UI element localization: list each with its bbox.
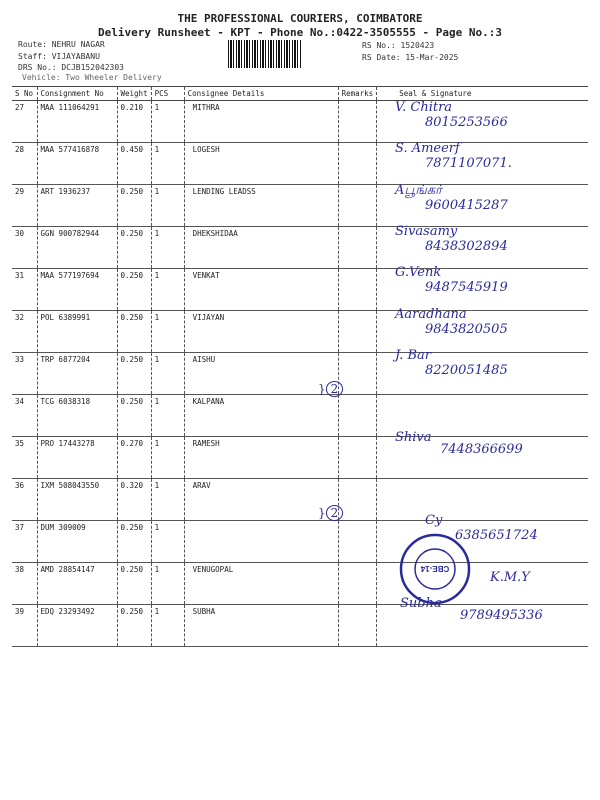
- weight: 0.250: [117, 311, 151, 353]
- pcs: 1: [151, 479, 184, 521]
- remarks-mark: } 2: [318, 506, 343, 520]
- route: Route: NEHRU NAGAR: [18, 40, 105, 49]
- s-no: 27: [12, 101, 37, 143]
- s-no: 30: [12, 227, 37, 269]
- consignment-no: MAA 577416878: [37, 143, 117, 185]
- seal-signature: [377, 479, 588, 521]
- consignment-no: MAA 577197694: [37, 269, 117, 311]
- svg-text:CBE-14: CBE-14: [420, 564, 450, 573]
- pcs: 1: [151, 311, 184, 353]
- barcode: [228, 40, 302, 68]
- pcs: 1: [151, 605, 184, 647]
- column-header: Consignment No: [37, 87, 117, 101]
- weight: 0.320: [117, 479, 151, 521]
- pcs: 1: [151, 353, 184, 395]
- company-stamp: [398, 532, 472, 606]
- consignment-no: MAA 111064291: [37, 101, 117, 143]
- company-title: THE PROFESSIONAL COURIERS, COIMBATORE: [177, 12, 423, 25]
- table-row: [12, 395, 588, 437]
- weight: 0.250: [117, 269, 151, 311]
- handwritten-signature: S. Ameerf: [395, 141, 460, 157]
- pcs: 1: [151, 563, 184, 605]
- column-header: Consignee Details: [184, 87, 338, 101]
- weight: 0.250: [117, 605, 151, 647]
- rs-number: RS No.: 1520423: [362, 41, 435, 50]
- handwritten-phone: 8220051485: [425, 362, 508, 378]
- handwritten-signature: J. Bar: [395, 347, 431, 363]
- consignee: VENKAT: [184, 269, 338, 311]
- weight: 0.450: [117, 143, 151, 185]
- column-header: Weight: [117, 87, 151, 101]
- consignee: KALPANA: [184, 395, 338, 437]
- pcs: 1: [151, 395, 184, 437]
- s-no: 32: [12, 311, 37, 353]
- remarks: [338, 185, 377, 227]
- drs-number: DRS No.: DCJB152042303: [18, 63, 124, 72]
- weight: 0.250: [117, 227, 151, 269]
- s-no: 39: [12, 605, 37, 647]
- consignment-no: TCG 6038318: [37, 395, 117, 437]
- s-no: 36: [12, 479, 37, 521]
- consignee: LOGESH: [184, 143, 338, 185]
- handwritten-phone: 9600415287: [425, 197, 508, 213]
- s-no: 28: [12, 143, 37, 185]
- consignee: DHEKSHIDAA: [184, 227, 338, 269]
- column-header: Seal & Signature: [377, 87, 588, 101]
- s-no: 31: [12, 269, 37, 311]
- handwritten-signature: Subha: [400, 595, 442, 611]
- weight: 0.250: [117, 521, 151, 563]
- consignment-no: PRO 17443278: [37, 437, 117, 479]
- remarks-mark: } 2: [318, 382, 343, 396]
- consignee: MITHRA: [184, 101, 338, 143]
- pcs: 1: [151, 143, 184, 185]
- consignee: AISHU: [184, 353, 338, 395]
- handwritten-signature: Sivasamy: [395, 223, 458, 239]
- handwritten-signature: Shiva: [395, 430, 432, 446]
- consignment-no: ART 1936237: [37, 185, 117, 227]
- remarks: [338, 605, 377, 647]
- pcs: 1: [151, 269, 184, 311]
- consignment-no: TRP 6877204: [37, 353, 117, 395]
- rs-date: RS Date: 15-Mar-2025: [362, 53, 459, 62]
- handwritten-phone: 7871107071.: [425, 156, 512, 172]
- s-no: 38: [12, 563, 37, 605]
- handwritten-phone: 7448366699: [440, 442, 523, 458]
- handwritten-signature: G.Venk: [395, 265, 442, 281]
- handwritten-phone: 8015253566: [425, 115, 508, 130]
- weight: 0.210: [117, 101, 151, 143]
- remarks: [338, 101, 377, 143]
- consignment-no: DUM 309009: [37, 521, 117, 563]
- consignee: RAMESH: [184, 437, 338, 479]
- handwritten-signature: V. Chitra: [395, 100, 453, 115]
- consignee: [184, 521, 338, 563]
- remarks: [338, 437, 377, 479]
- handwritten-phone: 6385651724: [455, 528, 538, 543]
- weight: 0.250: [117, 395, 151, 437]
- remarks: [338, 521, 377, 563]
- handwritten-phone: 9789495336: [460, 607, 543, 623]
- s-no: 35: [12, 437, 37, 479]
- consignment-no: IXM 508043550: [37, 479, 117, 521]
- pcs: 1: [151, 227, 184, 269]
- handwritten-phone: 9487545919: [425, 280, 508, 296]
- consignment-no: GGN 900782944: [37, 227, 117, 269]
- consignment-no: AMD 28854147: [37, 563, 117, 605]
- runsheet-subtitle: Delivery Runsheet - KPT - Phone No.:0422-3505555 - Page No.:3: [98, 26, 502, 39]
- weight: 0.250: [117, 353, 151, 395]
- table-row: [12, 479, 588, 521]
- handwritten-signature: Aaradhana: [395, 306, 467, 322]
- consignee: VENUGOPAL: [184, 563, 338, 605]
- remarks: [338, 479, 377, 521]
- column-header: S No: [12, 87, 37, 101]
- remarks: [338, 143, 377, 185]
- s-no: 33: [12, 353, 37, 395]
- handwritten-phone: 8438302894: [425, 238, 508, 254]
- handwritten-signature: Cy: [425, 513, 443, 528]
- column-header: Remarks: [338, 87, 377, 101]
- weight: 0.250: [117, 185, 151, 227]
- s-no: 34: [12, 395, 37, 437]
- consignment-no: POL 6389991: [37, 311, 117, 353]
- s-no: 37: [12, 521, 37, 563]
- pcs: 1: [151, 101, 184, 143]
- weight: 0.250: [117, 563, 151, 605]
- remarks: [338, 227, 377, 269]
- remarks: [338, 353, 377, 395]
- remarks: [338, 269, 377, 311]
- pcs: 1: [151, 437, 184, 479]
- pcs: 1: [151, 185, 184, 227]
- remarks: [338, 395, 377, 437]
- remarks: [338, 563, 377, 605]
- remarks: [338, 311, 377, 353]
- handwritten-signature: Aபூங்கர்: [395, 182, 442, 198]
- consignee: VIJAYAN: [184, 311, 338, 353]
- consignee: LENDING LEADSS: [184, 185, 338, 227]
- vehicle: Vehicle: Two Wheeler Delivery: [22, 73, 162, 82]
- consignee: SUBHA: [184, 605, 338, 647]
- pcs: 1: [151, 521, 184, 563]
- consignee: ARAV: [184, 479, 338, 521]
- s-no: 29: [12, 185, 37, 227]
- handwritten-signature: K.M.Y: [490, 570, 530, 586]
- weight: 0.270: [117, 437, 151, 479]
- column-header: PCS: [151, 87, 184, 101]
- consignment-no: EDQ 23293492: [37, 605, 117, 647]
- handwritten-phone: 9843820505: [425, 321, 508, 337]
- staff: Staff: VIJAYABANU: [18, 52, 100, 61]
